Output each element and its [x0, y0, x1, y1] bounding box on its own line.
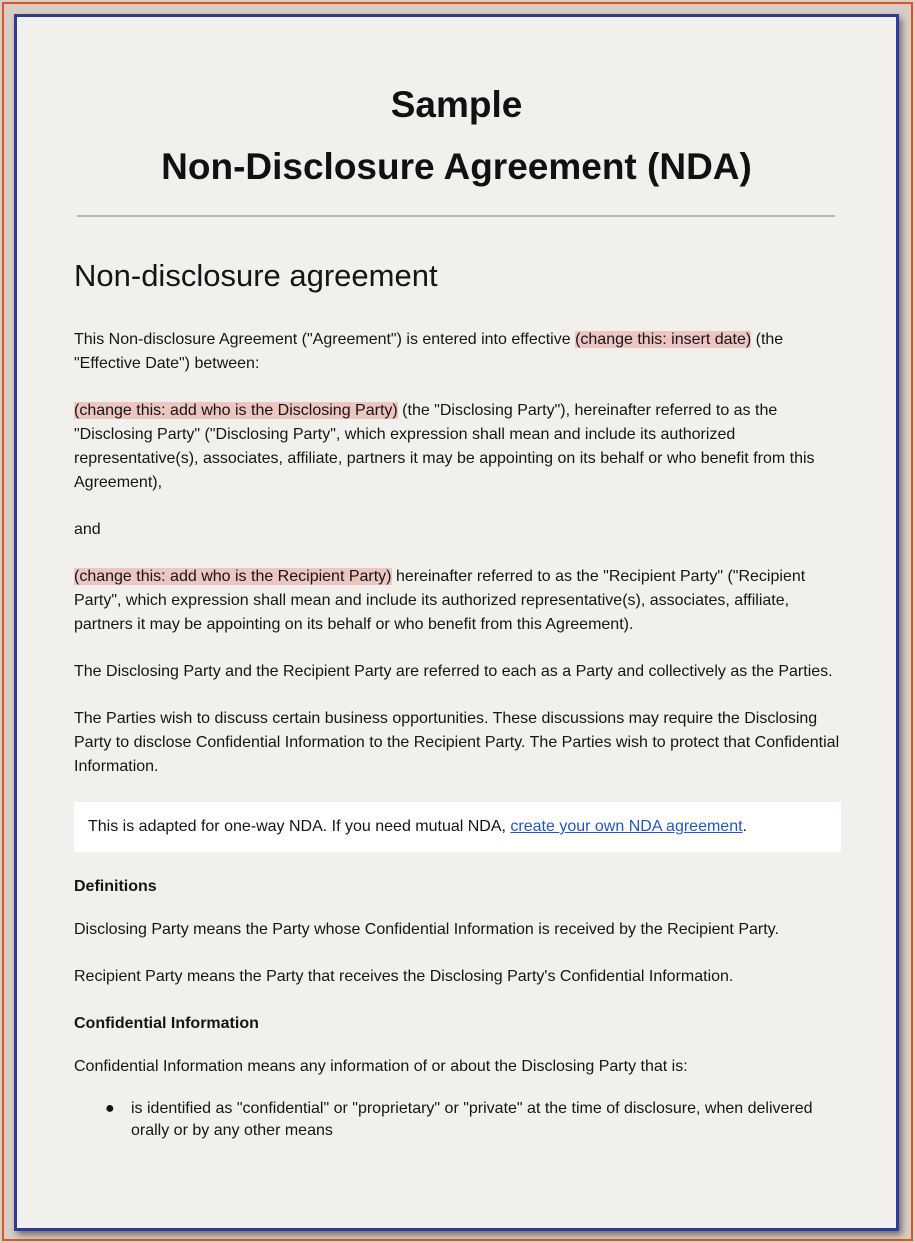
note-period: . [742, 818, 747, 835]
confidential-information-intro: Confidential Information means any information of or about the Disclosing Party that is: [74, 1058, 688, 1075]
intro-text-after: (the "Effective Date") between: [74, 331, 784, 372]
create-nda-link[interactable]: create your own NDA agreement [510, 818, 743, 835]
purpose-paragraph: The Parties wish to discuss certain business opportunities. These discussions may require the Disclosing Party to disclose Confidential Information to the Recipient Party. The Parties wish to protect that Confidential Information. [74, 710, 840, 775]
disclosing-party-paragraph [74, 399, 844, 495]
definition-disclosing-party: Disclosing Party means the Party whose Confidential Information is received by the Recipient Party. [74, 921, 779, 938]
definition-recipient-party: Recipient Party means the Party that receives the Disclosing Party's Confidential Information. [74, 968, 734, 985]
bullet-icon: ● [105, 1100, 115, 1117]
parties-paragraph: The Disclosing Party and the Recipient Party are referred to each as a Party and collectively as the Parties. [74, 663, 833, 680]
disclosing-party-placeholder-highlight: (change this: add who is the Disclosing Party) [74, 402, 398, 419]
date-placeholder-highlight: (change this: insert date) [575, 331, 752, 348]
recipient-party-text: hereinafter referred to as the "Recipient Party" ("Recipient Party", which expression shall mean and include its authorized representative(s), associates, affiliate, partners it may be appointing on its behalf or who benefit from this Agreement). [74, 568, 806, 633]
list-item [105, 1098, 844, 1142]
and-paragraph: and [74, 521, 101, 538]
intro-text: This Non-disclosure Agreement ("Agreement") is entered into effective [74, 331, 576, 348]
intro-paragraph [74, 328, 844, 376]
document-title-line2: Non-Disclosure Agreement (NDA) [161, 146, 752, 187]
recipient-party-paragraph [74, 565, 844, 637]
document-body [74, 257, 844, 1142]
title-divider [77, 215, 835, 217]
disclosing-party-text: (the "Disclosing Party"), hereinafter referred to as the "Disclosing Party" ("Disclosing Party", which expression shall mean and include its authorized representative(s), associates, affiliate, partners it may be appointing on its behalf or who benefit from this Agreement), [74, 402, 815, 491]
confidential-information-heading: Confidential Information [74, 1015, 259, 1032]
document-page [14, 14, 899, 1231]
confidential-information-list [74, 1098, 844, 1142]
definitions-heading: Definitions [74, 878, 157, 895]
section-heading: Non-disclosure agreement [74, 258, 438, 293]
recipient-party-placeholder-highlight: (change this: add who is the Recipient Party) [74, 568, 392, 585]
note-text: This is adapted for one-way NDA. If you need mutual NDA, [88, 818, 511, 835]
list-item-text: is identified as "confidential" or "proprietary" or "private" at the time of disclosure, when delivered orally or by any other means [131, 1100, 813, 1139]
mutual-nda-note [74, 802, 841, 852]
document-title-line1: Sample [390, 84, 523, 125]
